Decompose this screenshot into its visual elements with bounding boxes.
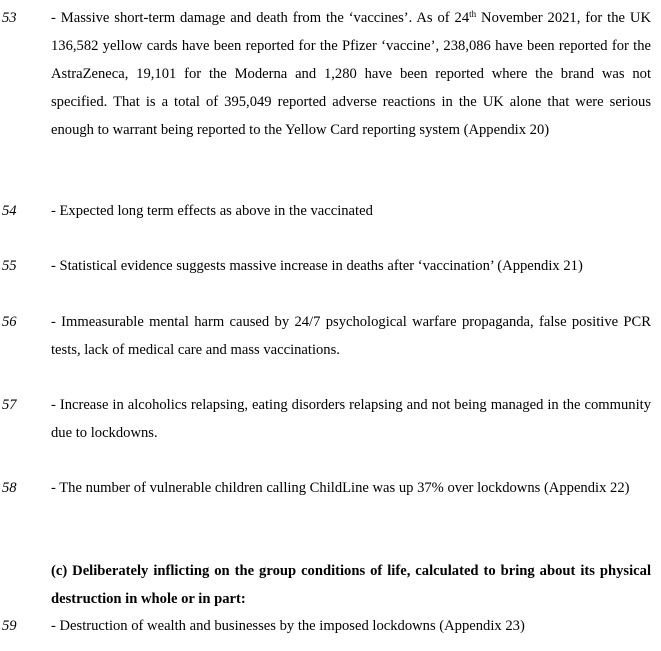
paragraph-text: - Destruction of wealth and businesses by the imposed lockdowns (Appendix 23) — [51, 618, 525, 634]
paragraph-text: - Increase in alcoholics relapsing, eating disorders relapsing and not being managed in the community due to lockdowns. — [51, 397, 651, 441]
paragraph-number: 54 — [2, 203, 17, 219]
paragraph-number: 55 — [2, 258, 17, 274]
paragraph-number: 57 — [2, 397, 17, 413]
paragraph-text: - Statistical evidence suggests massive increase in deaths after ‘vaccination’ (Appendix 21) — [51, 258, 583, 274]
paragraph-text-end: November 2021, for the UK 136,582 yellow cards have been reported for the Pfizer ‘vaccine’, 238,086 have been reported for the AstraZeneca, 19,101 for the Moderna and 1,280 have been reported where the brand was not specified. That is a total of 395,049 reported adverse reactions in the UK alone that were serious enough to warrant being reported to the Yellow Card reporting system (Appendix 20) — [51, 10, 651, 138]
paragraph-text — [51, 4, 651, 144]
paragraph-number: 56 — [2, 314, 17, 330]
paragraph-text: - The number of vulnerable children calling ChildLine was up 37% over lockdowns (Appendix 22) — [51, 480, 630, 496]
paragraph-number: 58 — [2, 480, 17, 496]
paragraph-text-start: - Massive short-term damage and death from the ‘vaccines’. As of 24 — [51, 10, 470, 26]
paragraph-number: 53 — [2, 10, 17, 26]
superscript-ordinal: th — [469, 9, 477, 19]
section-heading: (c) Deliberately inflicting on the group conditions of life, calculated to bring about its physical destruction in whole or in part: — [51, 563, 651, 607]
paragraph-text: - Expected long term effects as above in the vaccinated — [51, 203, 373, 219]
paragraph-text: - Immeasurable mental harm caused by 24/7 psychological warfare propaganda, false positive PCR tests, lack of medical care and mass vaccinations. — [51, 314, 651, 358]
paragraph-number: 59 — [2, 618, 17, 634]
